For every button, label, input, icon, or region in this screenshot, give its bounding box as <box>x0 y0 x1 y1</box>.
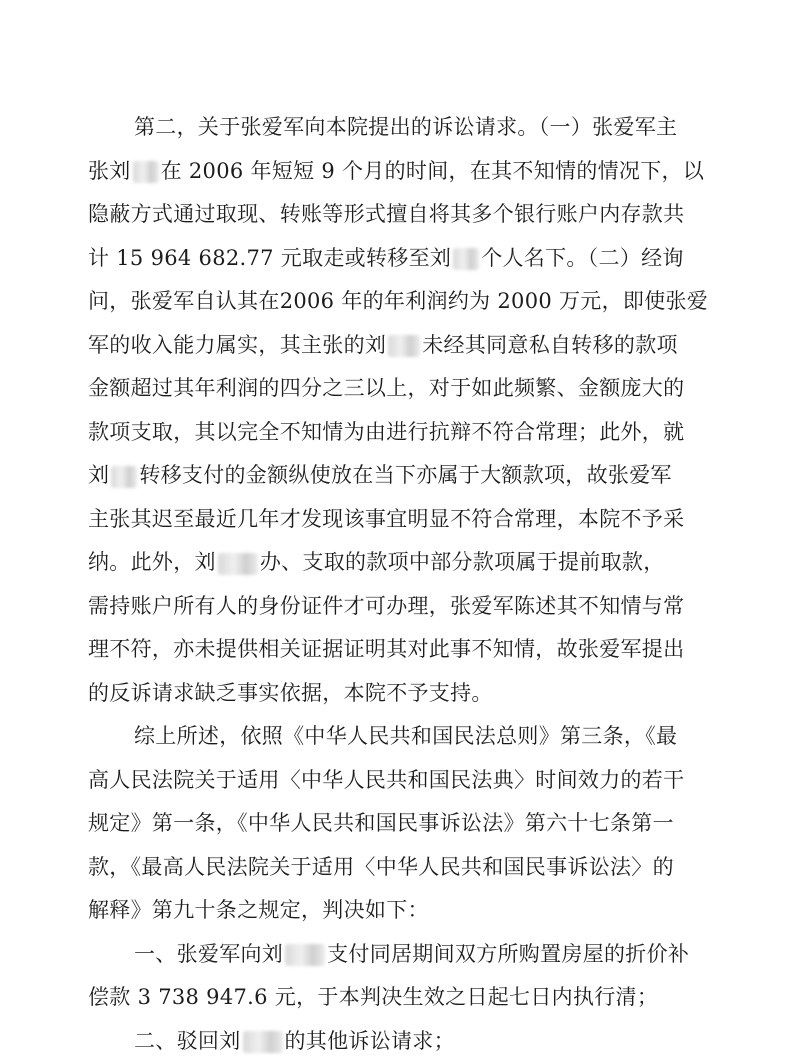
line-text: 纳。此外，刘 <box>88 550 216 574</box>
line-text: 高人民法院关于适用〈中华人民共和国民法典〉时间效力的若干 <box>88 768 684 792</box>
line-text: 未经其同意私自转移的款项 <box>422 333 678 357</box>
text-line <box>88 150 708 194</box>
text-line <box>88 628 708 672</box>
text-line <box>88 498 708 542</box>
text-line <box>88 193 708 237</box>
text-line <box>88 280 708 324</box>
redacted-name <box>218 553 258 575</box>
line-text: 理不符，亦未提供相关证据证明其对此事不知情，故张爱军提出 <box>88 637 684 661</box>
text-line <box>88 889 708 933</box>
redacted-name <box>388 335 420 357</box>
redacted-name <box>133 161 159 183</box>
line-text: 解释》第九十条之规定，判决如下： <box>88 898 429 922</box>
text-line <box>88 802 708 846</box>
line-text: 隐蔽方式通过取现、转账等形式擅自将其多个银行账户内存款共 <box>88 202 684 226</box>
text-line <box>88 976 708 1020</box>
line-text: 偿款 3 738 947.6 元，于本判决生效之日起七日内执行清； <box>88 985 658 1009</box>
line-text: 款，《最高人民法院关于适用〈中华人民共和国民事诉讼法〉的 <box>88 855 674 879</box>
text-line <box>88 411 708 455</box>
text-line <box>88 846 708 890</box>
text-line <box>88 672 708 716</box>
line-text: 需持账户所有人的身份证件才可办理，张爱军陈述其不知情与常 <box>88 594 684 618</box>
text-line <box>88 541 708 585</box>
text-line <box>88 1020 708 1063</box>
judgment-text <box>88 106 708 1063</box>
text-line <box>88 715 708 759</box>
line-text: 主张其迟至最近几年才发现该事宜明显不符合常理，本院不予采 <box>88 507 684 531</box>
line-text: 一、张爱军向刘 <box>134 942 283 966</box>
line-text: 综上所述，依照《中华人民共和国民法总则》第三条，《最 <box>134 724 677 748</box>
line-text: 转移支付的金额纵使放在当下亦属于大额款项，故张爱军 <box>139 463 672 487</box>
line-text: 个人名下。（二）经询 <box>481 246 684 270</box>
text-line <box>88 324 708 368</box>
line-text: 二、驳回刘 <box>134 1029 241 1053</box>
line-text: 的其他诉讼请求； <box>285 1029 455 1053</box>
line-text: 军的收入能力属实，其主张的刘 <box>88 333 386 357</box>
text-line <box>88 367 708 411</box>
line-text: 第二，关于张爱军向本院提出的诉讼请求。（一）张爱军主 <box>134 115 677 139</box>
redacted-name <box>285 944 325 966</box>
line-text: 刘 <box>88 463 109 487</box>
text-line <box>88 585 708 629</box>
line-text: 金额超过其年利润的四分之三以上，对于如此频繁、金额庞大的 <box>88 376 684 400</box>
line-text: 办、支取的款项中部分款项属于提前取款， <box>260 550 665 574</box>
line-text: 支付同居期间双方所购置房屋的折价补 <box>327 942 689 966</box>
line-text: 计 15 964 682.77 元取走或转移至刘 <box>88 246 451 270</box>
text-line <box>88 933 708 977</box>
line-text: 的反诉请求缺乏事实依据，本院不予支持。 <box>88 681 493 705</box>
redacted-name <box>243 1031 283 1053</box>
line-text: 问，张爱军自认其在2006 年的年利润约为 2000 万元，即使张爱 <box>88 289 708 313</box>
line-text: 张刘 <box>88 159 131 183</box>
text-line <box>88 759 708 803</box>
line-text: 规定》第一条，《中华人民共和国民事诉讼法》第六十七条第一 <box>88 811 674 835</box>
text-line <box>88 106 708 150</box>
redacted-name <box>453 248 479 270</box>
line-text: 在 2006 年短短 9 个月的时间，在其不知情的情况下，以 <box>161 159 705 183</box>
line-text: 款项支取，其以完全不知情为由进行抗辩不符合常理；此外，就 <box>88 420 684 444</box>
redacted-name <box>111 466 137 488</box>
text-line <box>88 454 708 498</box>
text-line <box>88 237 708 281</box>
